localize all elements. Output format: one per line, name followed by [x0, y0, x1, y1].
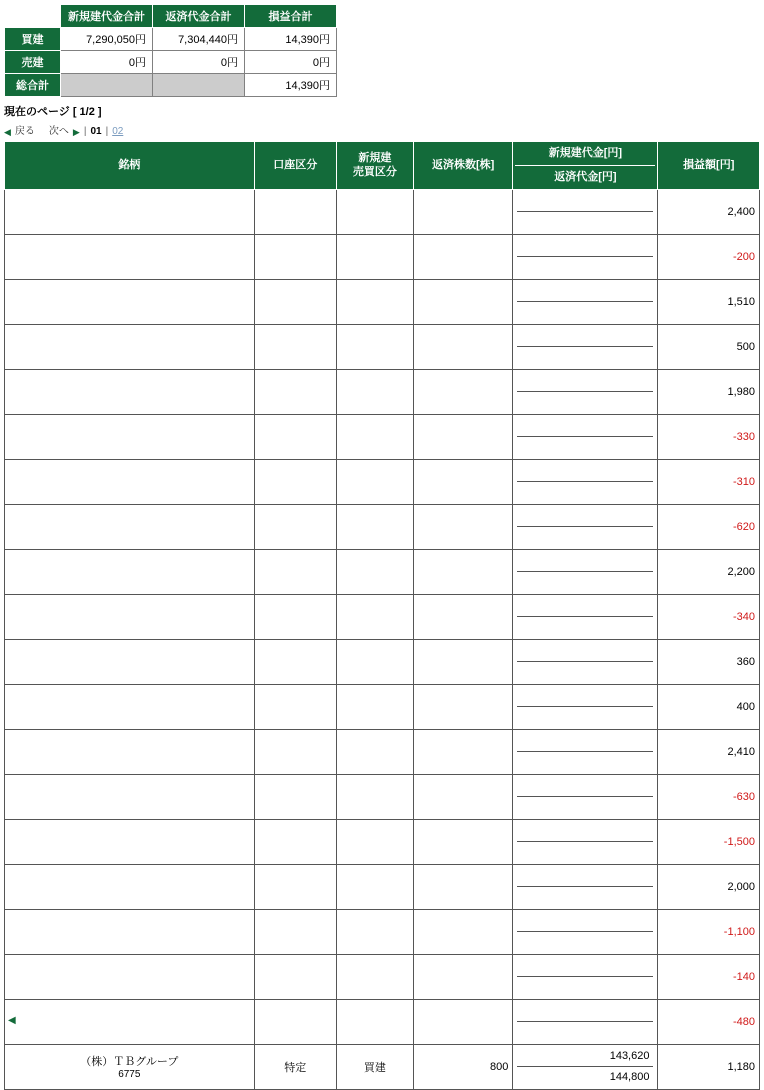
cell-name — [5, 729, 255, 774]
cell-account — [254, 594, 336, 639]
cell-name — [5, 459, 255, 504]
cell-pl: -620 — [658, 504, 760, 549]
cell-side — [336, 819, 413, 864]
cell-amount-new — [517, 957, 653, 977]
summary-header-new-amount: 新規建代金合計 — [61, 5, 153, 28]
cell-name-text: （株）ＴＢグループ — [80, 1056, 179, 1069]
column-header-side-line1: 新規建 — [358, 151, 392, 164]
cell-account — [254, 684, 336, 729]
cell-account — [254, 774, 336, 819]
cell-amount-new — [517, 327, 653, 347]
table-row[interactable] — [5, 864, 760, 909]
cell-account — [254, 504, 336, 549]
cell-pl: -630 — [658, 774, 760, 819]
cell-side — [336, 279, 413, 324]
cell-name — [5, 504, 255, 549]
cell-qty — [413, 684, 512, 729]
cell-qty: 800 — [413, 1044, 512, 1089]
cell-qty — [413, 819, 512, 864]
table-row[interactable] — [5, 324, 760, 369]
column-header-name: 銘柄 — [5, 142, 255, 190]
cell-amount-settle — [517, 302, 653, 322]
cell-amount-settle — [517, 347, 653, 367]
cell-qty — [413, 594, 512, 639]
cell-amount-new — [517, 372, 653, 392]
summary-total-new-amount-blank — [61, 74, 153, 97]
cell-amounts — [513, 279, 658, 324]
cell-pl: 1,510 — [658, 279, 760, 324]
cell-qty — [413, 504, 512, 549]
cell-side — [336, 594, 413, 639]
cell-account: 特定 — [254, 1044, 336, 1089]
page-status: 現在のページ [ 1/2 ] — [4, 106, 102, 118]
cell-pl: -480 — [658, 999, 760, 1044]
bottom-prev-arrow-icon[interactable]: ◀ — [8, 1015, 16, 1026]
cell-pl: -1,100 — [658, 909, 760, 954]
next-arrow-icon[interactable]: ▶ — [72, 127, 80, 137]
summary-total-pl: 14,390円 — [245, 74, 337, 97]
cell-amounts — [513, 459, 658, 504]
cell-amounts — [513, 819, 658, 864]
cell-account — [254, 324, 336, 369]
summary-sell-settle-amount: 0円 — [153, 51, 245, 74]
cell-pl: -340 — [658, 594, 760, 639]
summary-row-label-total: 総合計 — [5, 74, 61, 97]
table-row[interactable] — [5, 459, 760, 504]
summary-row-total — [5, 74, 337, 97]
cell-amounts — [513, 729, 658, 774]
cell-account — [254, 819, 336, 864]
cell-pl: 2,410 — [658, 729, 760, 774]
cell-amount-new — [517, 237, 653, 257]
cell-name — [5, 864, 255, 909]
summary-buy-pl: 14,390円 — [245, 28, 337, 51]
column-header-qty: 返済株数[株] — [413, 142, 512, 190]
cell-amounts — [513, 639, 658, 684]
cell-amounts — [513, 369, 658, 414]
cell-account — [254, 189, 336, 234]
column-header-pl: 損益額[円] — [658, 142, 760, 190]
cell-amounts — [513, 414, 658, 459]
cell-qty — [413, 864, 512, 909]
cell-amount-new — [517, 507, 653, 527]
summary-header-pl: 損益合計 — [245, 5, 337, 28]
cell-name — [5, 1044, 255, 1089]
table-row[interactable] — [5, 189, 760, 234]
summary-header-row — [5, 5, 337, 28]
cell-amount-settle — [517, 482, 653, 502]
cell-amount-new — [517, 822, 653, 842]
summary-row-buy — [5, 28, 337, 51]
positions-header-row — [5, 142, 760, 190]
summary-header-settle-amount: 返済代金合計 — [153, 5, 245, 28]
table-row[interactable] — [5, 279, 760, 324]
cell-qty — [413, 324, 512, 369]
column-header-side-line2: 売買区分 — [352, 166, 397, 179]
summary-total-settle-amount-blank — [153, 74, 245, 97]
cell-amount-new — [517, 867, 653, 887]
cell-amount-settle — [517, 212, 653, 232]
summary-sell-pl: 0円 — [245, 51, 337, 74]
cell-side — [336, 684, 413, 729]
cell-amount-settle — [517, 1022, 653, 1042]
cell-amounts — [513, 594, 658, 639]
cell-name — [5, 189, 255, 234]
cell-amount-new — [517, 642, 653, 662]
column-header-amounts — [513, 142, 658, 190]
cell-name — [5, 639, 255, 684]
cell-amount-new — [517, 1002, 653, 1022]
cell-amount-new — [517, 687, 653, 707]
cell-side — [336, 999, 413, 1044]
cell-amount-settle — [517, 932, 653, 952]
cell-qty — [413, 459, 512, 504]
cell-amount-settle — [517, 527, 653, 547]
cell-amount-settle — [517, 752, 653, 772]
cell-side — [336, 234, 413, 279]
column-header-amount-settle: 返済代金[円] — [515, 165, 655, 185]
cell-qty — [413, 279, 512, 324]
cell-side — [336, 189, 413, 234]
cell-name-code: 6775 — [118, 1069, 141, 1081]
cell-qty — [413, 549, 512, 594]
cell-qty — [413, 999, 512, 1044]
cell-qty — [413, 774, 512, 819]
page-number-01[interactable]: 01 — [90, 126, 102, 137]
cell-pl: -1,500 — [658, 819, 760, 864]
cell-pl: 1,180 — [658, 1044, 760, 1089]
cell-name — [5, 774, 255, 819]
cell-pl: 360 — [658, 639, 760, 684]
cell-amounts — [513, 909, 658, 954]
table-row[interactable] — [5, 774, 760, 819]
cell-amount-new — [517, 462, 653, 482]
pager-separator-1: | — [83, 126, 87, 137]
cell-side — [336, 324, 413, 369]
cell-name — [5, 549, 255, 594]
cell-side — [336, 639, 413, 684]
cell-pl: 2,000 — [658, 864, 760, 909]
cell-account — [254, 864, 336, 909]
cell-amount-settle — [517, 887, 653, 907]
cell-amounts — [513, 324, 658, 369]
table-row[interactable] — [5, 954, 760, 999]
table-row[interactable] — [5, 234, 760, 279]
summary-row-label-buy: 買建 — [5, 28, 61, 51]
cell-name — [5, 324, 255, 369]
cell-side — [336, 369, 413, 414]
cell-amounts — [513, 864, 658, 909]
cell-account — [254, 414, 336, 459]
cell-side — [336, 954, 413, 999]
table-row[interactable] — [5, 729, 760, 774]
cell-qty — [413, 909, 512, 954]
cell-pl: -330 — [658, 414, 760, 459]
cell-pl: 400 — [658, 684, 760, 729]
cell-amounts — [513, 774, 658, 819]
table-row[interactable] — [5, 999, 760, 1044]
cell-amounts — [513, 684, 658, 729]
cell-qty — [413, 639, 512, 684]
back-link[interactable]: 戻る — [14, 126, 35, 137]
cell-side — [336, 909, 413, 954]
table-row[interactable] — [5, 549, 760, 594]
cell-pl: 1,980 — [658, 369, 760, 414]
cell-amount-new — [517, 912, 653, 932]
cell-side: 買建 — [336, 1044, 413, 1089]
prev-arrow-icon[interactable]: ◀ — [4, 127, 11, 137]
summary-sell-new-amount: 0円 — [61, 51, 153, 74]
positions-body — [5, 189, 760, 1089]
cell-amount-settle — [517, 842, 653, 862]
cell-amount-new — [517, 282, 653, 302]
cell-pl: -140 — [658, 954, 760, 999]
cell-name — [5, 234, 255, 279]
page-number-02[interactable]: 02 — [112, 126, 124, 137]
pager-separator-2: | — [105, 126, 109, 137]
cell-pl: 2,400 — [658, 189, 760, 234]
cell-amount-settle — [517, 707, 653, 727]
table-row[interactable] — [5, 819, 760, 864]
cell-account — [254, 999, 336, 1044]
cell-side — [336, 864, 413, 909]
cell-qty — [413, 189, 512, 234]
table-row[interactable] — [5, 1044, 760, 1089]
cell-amounts — [513, 549, 658, 594]
cell-account — [254, 639, 336, 684]
cell-qty — [413, 234, 512, 279]
cell-name — [5, 819, 255, 864]
cell-qty — [413, 729, 512, 774]
summary-buy-new-amount: 7,290,050円 — [61, 28, 153, 51]
cell-amount-settle — [517, 392, 653, 412]
summary-table — [4, 4, 337, 97]
cell-account — [254, 459, 336, 504]
cell-pl: 2,200 — [658, 549, 760, 594]
summary-row-label-sell: 売建 — [5, 51, 61, 74]
cell-side — [336, 504, 413, 549]
cell-amount-new — [517, 192, 653, 212]
next-link[interactable]: 次へ — [48, 126, 69, 137]
cell-account — [254, 909, 336, 954]
cell-account — [254, 729, 336, 774]
cell-amount-settle: 144,800 — [609, 1070, 650, 1083]
cell-pl: -200 — [658, 234, 760, 279]
summary-buy-settle-amount: 7,304,440円 — [153, 28, 245, 51]
table-row[interactable] — [5, 684, 760, 729]
cell-amount-settle — [517, 977, 653, 997]
column-header-account: 口座区分 — [254, 142, 336, 190]
column-header-amount-new: 新規建代金[円] — [548, 147, 623, 159]
cell-name — [5, 414, 255, 459]
cell-amount-new — [517, 552, 653, 572]
table-row[interactable] — [5, 369, 760, 414]
table-row[interactable] — [5, 504, 760, 549]
cell-name — [5, 369, 255, 414]
cell-account — [254, 954, 336, 999]
summary-row-sell — [5, 51, 337, 74]
cell-amounts — [513, 189, 658, 234]
cell-amount-settle — [517, 572, 653, 592]
cell-side — [336, 414, 413, 459]
cell-side — [336, 774, 413, 819]
cell-amounts — [513, 234, 658, 279]
cell-qty — [413, 369, 512, 414]
table-row[interactable] — [5, 639, 760, 684]
table-row[interactable] — [5, 594, 760, 639]
cell-account — [254, 369, 336, 414]
cell-amounts — [513, 504, 658, 549]
cell-amount-new — [517, 417, 653, 437]
cell-amount-settle — [517, 797, 653, 817]
cell-amount-settle — [517, 257, 653, 277]
cell-pl: -310 — [658, 459, 760, 504]
cell-account — [254, 279, 336, 324]
cell-amounts — [513, 999, 658, 1044]
cell-name — [5, 684, 255, 729]
cell-side — [336, 459, 413, 504]
cell-qty — [413, 414, 512, 459]
cell-side — [336, 549, 413, 594]
cell-amount-new — [517, 777, 653, 797]
cell-amount-settle — [517, 617, 653, 637]
cell-name — [5, 999, 255, 1044]
summary-corner-cell — [5, 5, 61, 28]
table-row[interactable] — [5, 414, 760, 459]
cell-name — [5, 279, 255, 324]
cell-side — [336, 729, 413, 774]
cell-account — [254, 549, 336, 594]
cell-account — [254, 234, 336, 279]
cell-amount-settle — [517, 662, 653, 682]
cell-amount-new — [517, 732, 653, 752]
column-header-side — [336, 142, 413, 190]
cell-amount-new — [517, 597, 653, 617]
cell-amount-settle — [517, 437, 653, 457]
cell-name — [5, 594, 255, 639]
cell-amounts — [513, 954, 658, 999]
cell-name — [5, 954, 255, 999]
cell-amount-new: 143,620 — [517, 1047, 653, 1067]
cell-qty — [413, 954, 512, 999]
positions-table — [4, 141, 760, 1090]
table-row[interactable] — [5, 909, 760, 954]
pagination-bar — [4, 121, 764, 137]
cell-amounts — [513, 1044, 658, 1089]
cell-pl: 500 — [658, 324, 760, 369]
cell-name — [5, 909, 255, 954]
